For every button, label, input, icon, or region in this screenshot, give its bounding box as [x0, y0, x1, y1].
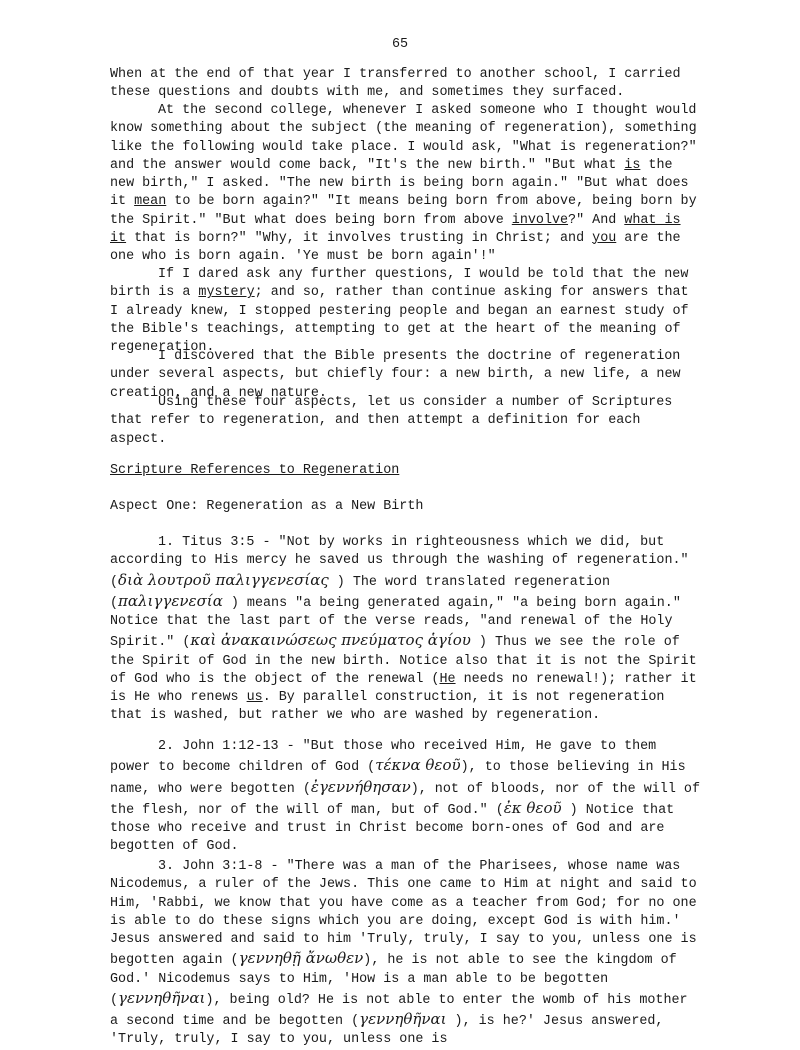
paragraph-using-aspects: Using these four aspects, let us consider a number of Scriptures that refer to regeneration, and then attempt a definition for each aspect. [110, 395, 673, 447]
paragraph-mystery: If I dared ask any further questions, I would be told that the new birth is a mystery; and so, rather than continue asking for answers that I already knew, I stopped pestering people and began an earnest study of the Bible's teachings, attempting to get at the heart of the meaning of regeneration. [110, 267, 689, 355]
greek-phrase: ἐκ θεοῦ [503, 798, 562, 817]
paragraph-transfer: When at the end of that year I transferred to another school, I carried these questions and doubts with me, and sometimes they surfaced. [110, 67, 681, 101]
paragraph-four-aspects: I discovered that the Bible presents the doctrine of regeneration under several aspects, but chiefly four: a new birth, a new life, a new creation, and a new nature. [110, 349, 681, 401]
greek-phrase: παλιγγενεσία [118, 591, 223, 610]
underlined-you: you [592, 230, 617, 246]
item-john-3: 3. John 3:1-8 - "There was a man of the Pharisees, whose name was Nicodemus, a ruler of the Jews. This one came to Him at night and said to Him, 'Rabbi, we know that you have come as a teacher from God; for no one is able to do these signs which you are doing, except God is with him.' Jesus answered and said to him 'Truly, truly, I say to you, unless one is begotten again (γεννηθῇ ἄνωθεν), he is not able to see the kingdom of God.' Nicodemus says to Him, 'How is a man able to be begotten (γεννηθῆναι), being old? He is not able to enter the womb of his mother a second time and be begotten (γεννηθῆναι ), is he?' Jesus answered, 'Truly, truly, I say to you, unless one is [110, 859, 697, 1048]
greek-phrase: γεννηθῆναι [118, 988, 206, 1007]
item-john-1: 2. John 1:12-13 - "But those who received Him, He gave to them power to become children of God (τέκνα θεοῦ), to those believing in His name, who were begotten (ἐγεννήθησαν), not of bloods, nor of the will of the flesh, nor of the will of man, but of God." (ἐκ θεοῦ ) Notice that those who receive and trust in Christ become born-ones of God and are begotten of God. [110, 739, 700, 855]
aspect-heading: Aspect One: Regeneration as a New Birth [110, 499, 424, 514]
greek-phrase: γεννηθῆναι [359, 1010, 447, 1028]
section-heading: Scripture References to Regeneration [110, 463, 400, 478]
underlined-involve: involve [511, 212, 569, 228]
greek-phrase: διὰ λουτροῦ παλιγγενεσίας [118, 570, 329, 589]
greek-phrase: καὶ ἀνακαινώσεως πνεύματος ἁγίου [190, 631, 471, 650]
paragraph-second-college: At the second college, whenever I asked someone who I thought would know something about the subject (the meaning of regeneration), something like the following would take place. I would ask, "What is regeneration?" and the answer would come back, "It's the new birth." "But what is the new birth," I asked. "The new birth is being born again." "But what does it mean to be born again?" "It means being born from above, being born by the Spirit." "But what does being born from above involve?" And what is it that is born?" "Why, it involves trusting in Christ; and you are the one who is born again. 'Ye must be born again'!" [110, 103, 697, 264]
underlined-us: us [246, 690, 263, 705]
greek-phrase: γεννηθῇ ἄνωθεν [238, 949, 364, 968]
item-titus: 1. Titus 3:5 - "Not by works in righteousness which we did, but according to His mercy he saved us through the washing of regeneration." (διὰ λουτροῦ παλιγγενεσίας ) The word translated regeneration (παλιγγενεσία ) means "a being generated again," "a being born again." Notice that the last part of the verse reads, "and renewal of the Holy Spirit." (καὶ ἀνακαινώσεως πνεύματος ἁγίου ) Thus we see the role of the Spirit of God in the new birth. Notice also that it is not the Spirit of God who is the object of the renewal (He needs no renewal!); rather it is He who renews us. By parallel construction, it is not regeneration that is washed, but rather we who are washed by regeneration. [110, 535, 697, 724]
greek-phrase: τέκνα θεοῦ [375, 756, 461, 775]
underlined-is: is [624, 157, 641, 173]
underlined-mystery: mystery [198, 285, 255, 301]
underlined-he: He [439, 671, 456, 687]
page-number: 65 [391, 37, 409, 52]
underlined-mean: mean [134, 194, 167, 210]
greek-phrase: ἐγεννήθησαν [310, 777, 411, 796]
underlined-what-is-it: what is it [110, 212, 681, 246]
